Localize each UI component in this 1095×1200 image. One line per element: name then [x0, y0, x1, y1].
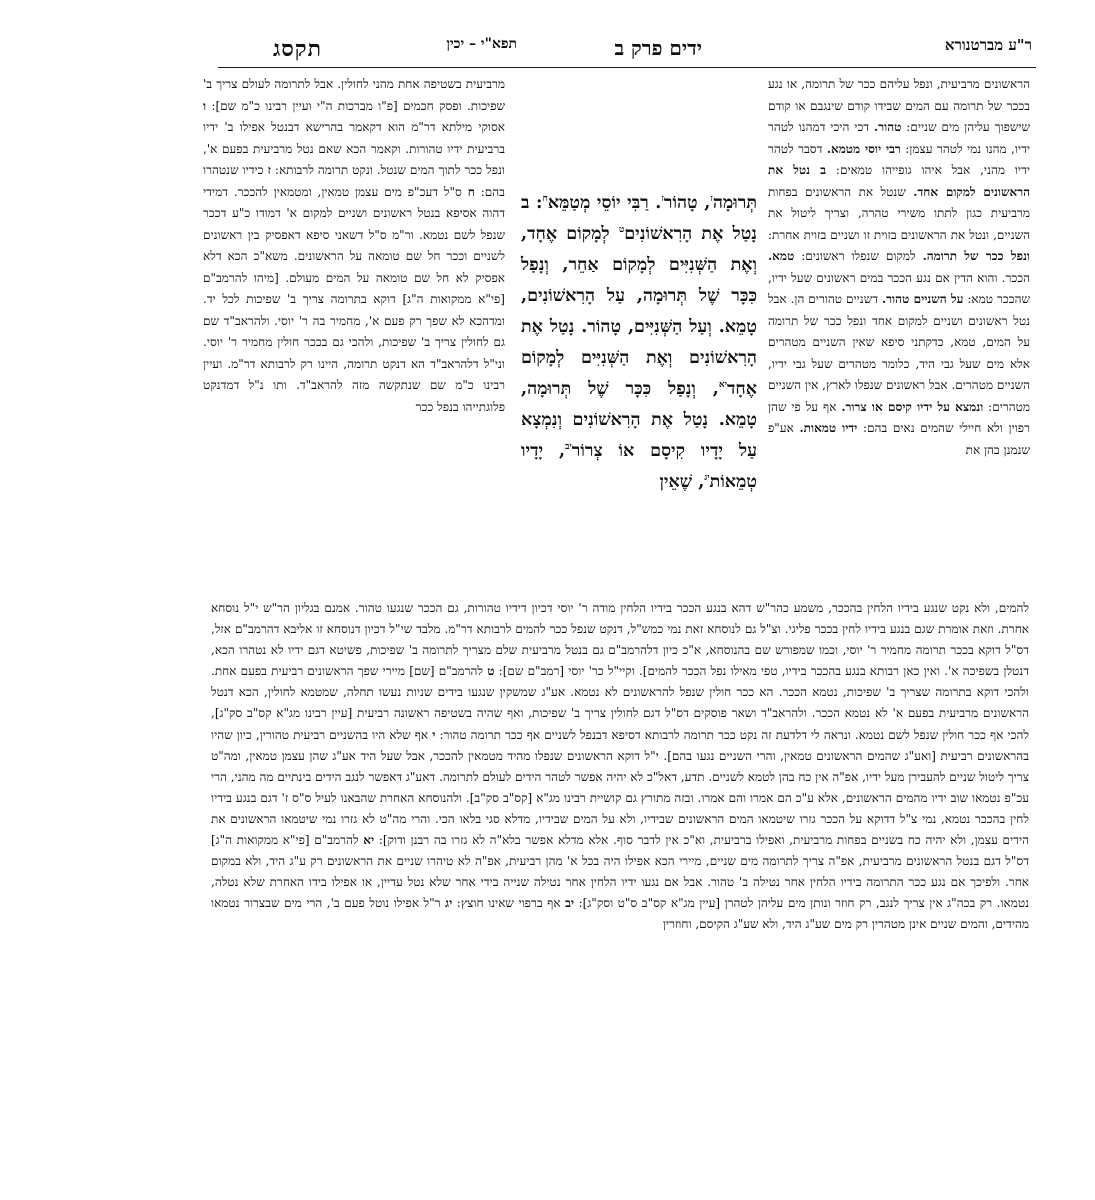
page-number: תקסג	[273, 36, 322, 62]
note-marker: י	[432, 727, 436, 742]
tiferet-text: להמים, ולא נקט שנגע בידיו הלחין בהככר, משמע כהר"ש דהא בנגע הככר בידיו הלחין מודה ר' יוסי דכיון דידיו טהורות, גם הככר שנגעו טהור. אמנם בגליון הר"ש י"ל נוסחא אחרת. וזאת אומרת שגם בנגע בידיו לחין בככר פליגי. וצ"ל גם לנוסחא זאת נמי כמש"ל, דנקט שנפל ככר להמים לרבותא דר"מ. מלבד שי"ל דכיון דנוסחא זו אליבא דהרמב"ם אזל, דס"ל דוקא בככר תרומה מחמיר ר' יוסי, וכמו שמפורש שם בהנוסחא, א"כ כיון דלהרמב"ם גם בנטל מרביעית שלם מצריך לתרומה ב' שפיכות, פשיטא דגם ידיו לא נטהרו הכא, דנטלן בשפיכה א'. ואין כאן רבותא בנגע בהככר בידיו, טפי מאילו נפל הככר להמים]. וקיי"ל כר' יוסי [רמב"ם שם]:	[211, 601, 1029, 679]
mishnah-column	[521, 188, 757, 498]
bartenura-text: הראשונים מרביעית, ונפל עליהם ככר של תרומה, או נגע בככר של תרומה עם המים שבידו קודם שינגבם או קודם שישפוך עליהן מים שניים:	[768, 77, 1030, 134]
mishnah-letter: ב	[521, 193, 530, 213]
mishnah-text: , טָהוֹר	[663, 193, 711, 213]
note-marker: ו	[203, 98, 207, 113]
mishnah-text: . רַבִּי יוֹסֵי מְטַמֵּא	[547, 193, 662, 213]
bartenura-text: דשניים טהורים הן. אבל נטל ראשונים ושניים למקום אחד ונפל ככר של תרומה על המים, טמא, כדקתני סיפא שאין השניים מטהרים אלא מים שעל גבי היד, כלומר מטהרים שעל גבי ידיו, השניים מטהרים. אבל ראשונים שנפלו לארץ, אין השניים מטהרים:	[768, 292, 1030, 414]
bartenura-column	[768, 74, 1030, 461]
tiferet-text: אף ברפוי שאינו חוצץ:	[456, 896, 561, 911]
footnote-marker: ח	[542, 194, 548, 205]
bartenura-dibur: על השניים טהור.	[881, 292, 964, 306]
mishnah-text: לְמָקוֹם אֶחָד, וְאֶת הַשְּׁנִיִּים לְמָקוֹם אַחֵר, וְנָפַל כִּכָּר שֶׁל תְּרוּמָה, עַל הָרִאשׁוֹנִים, טָמֵא. וְעַל הַשְּׁנִיִּים, טָהוֹר. נָטַל אֶת הָרִאשׁוֹנִים וְאֶת הַשְּׁנִיִּים לְמָקוֹם אֶחָד	[521, 224, 757, 399]
note-marker: יב	[565, 896, 575, 911]
tractate-chapter-title: ידים פרק ב	[614, 36, 702, 60]
bartenura-dibur: ונמצא על ידיו קיסם או צרור.	[841, 399, 984, 414]
commentary-title: ר"ע מברטנורא	[944, 36, 1032, 54]
mishnah-text: נָטַל אֶת הָרִאשׁוֹנִים	[624, 224, 757, 244]
bartenura-dibur: טהור.	[874, 120, 902, 134]
bartenura-text: הככר. והוא הדין אם נגע הככר במים ראשונים שעל ידיו, שהככר טמא:	[768, 270, 1030, 306]
bartenura-text: למקום שנפלו ראשונים:	[801, 249, 916, 263]
footnote-marker: ז	[710, 194, 713, 205]
bartenura-dibur: ונפל ככר של תרומה.	[922, 249, 1030, 263]
footnote-marker: יא	[718, 380, 727, 391]
tiferet-continuation	[211, 598, 1029, 936]
footnote-marker: ט	[618, 225, 625, 236]
bartenura-text: דכי היכי דמהנו לטהר ידיו, מהנו נמי לטהר עצמן:	[768, 120, 1030, 156]
bartenura-dibur: טמא.	[768, 249, 795, 263]
bartenura-dibur: ידיו טמאות.	[799, 421, 858, 435]
tiferet-text: להרמב"ם [שם] מיירי שפך הראשונים רביעית בפעם אחת. ולהכי דוקא בתרומה שצריך ב' שפיכות, נטמא הככר. הא ככר חולין שנפל להראשונים לא נטמא. אע"ג שמשקין שנגעו בידים שניות נעשו תחלה, שמטמא לחולין, הכא דנטל הראשונים מרביעית בפעם א' לא נטמא הככר. ולהראב"ד ושאר פוסקים דס"ל דגם לחולין צריך ב' שפיכות, ואף שהיה בשטיפה ראשונה רביעית [עיין רבינו מג"א קס"ב סק"ג], להכי אף ככר חולין שנפל לשם נטמא. ונראה לי דלדעת זה נקט ככר תרומה לרבותא דסיפא דבנפל לשניים אף ככר תרומה טהור:	[211, 664, 1029, 742]
tiferet-text: אסוקי מילתא דר"מ הוא דקאמר בהרישא דבנטל אפילו ב' ידיו ברביעית ידיו טהורות. וקאמר הכא שאם נטל מרביעית בפעם א', ונפל ככר לתוך המים שנטל. ונקט תרומה לרבותא:	[203, 120, 505, 177]
mishnah-text: :	[536, 193, 543, 213]
tiferet-text: מרביעית בשטיפה אחת מהני לחולין. אבל לתרומה לעולם צריך ב' שפיכות. ופסק חכמים [פ"ו מברכות ה"י ועיין רבינו כ"מ שם]:	[203, 77, 505, 113]
bartenura-text: דסבר לטהר ידיו מהני, אבל איהו גופייהו טמאים:	[768, 141, 1030, 177]
bartenura-text: אע"פ שנמנן בהן את	[768, 421, 1030, 457]
bartenura-text: אף על פי שהן רפוין ולא חיילי שהמים נאים בהם:	[768, 399, 1030, 435]
note-marker: ט	[487, 664, 495, 679]
note-marker: ז	[267, 163, 271, 177]
note-marker: יא	[363, 833, 375, 848]
mishnah-text: , וְנָפַל כִּכָּר שֶׁל תְּרוּמָה, טָמֵא. נָטַל אֶת הָרִאשׁוֹנִים וְנִמְצָא עַל יָדָיו קִיסָם אוֹ צְרוֹר	[521, 379, 757, 461]
tiferet-text: ר"ל אפילו נוטל פעם ב', הרי מים שבצרור נטמאו מהידים, והמים שניים אינן מטהרין רק מים שע"ג היד, ולא שע"ג הקיסם, וחוזרין	[211, 896, 1029, 932]
bartenura-dibur: רבי יוסי מטמא.	[826, 141, 901, 156]
tiferet-text: אף שלא היו בהשניים רביעית טהורין, כיון שהיו בהראשונים רביעית [ואע"ג שהמים הראשונים טמאין, והרי השניים נגעו בהם]. י"ל דוקא הראשונים שנפלו מהיד מטמאין להככר, אבל שעל היד אע"ג שהן עצמן טמאין, ומה"ט צריך ליטול שניים להעבירן מעל ידיו, אפ"ה אין כח בהן לטמא לשניים. תדע, דאל"כ לא יהיה אפשר לטהר הידים לעולם לתרומה. דאע"ג דאפשר לנגב הידים בינתיים מה מהני, הרי עכ"פ נטמאו שוב ידיו מהמים הראשונים, אלא ע"כ הם אמרו והם אמרו. ובזה מתורץ גם קושיית רבינו מג"א [קס"ב סק"ב]. ולהנוסחא האחרת שהבאנו לעיל ס"ס ז' דגם בנגע בידיו לחין בהככר נטמא, נמי צ"ל דדוקא על הככר גזרו שיטמאו המים הראשונים שבידיו, ולא על המים שבידיו, מדלא סגי בלאו הכי. והרי מה"ט לא גזרו נמי שיטמאו הראשונים את הידים עצמן, ולא יהיה כח בשניים בפחות מרביעית, ואפילו ברביעית, וא"כ אין לדבר סוף. אלא מדלא אפשר בלא"ה לא גזרו בה רבנן ודוק]:	[211, 727, 1029, 848]
tiferet-column	[203, 74, 505, 418]
header-rule	[218, 67, 1036, 68]
tiferet-text: להרמב"ם [פי"א ממקואות ה"ג] דס"ל דגם בנטל הראשונים מרביעית, אפ"ה צריך לתרומה מים שניים, מיירי הכא אפילו היה בכל א' מהן רביעית, אפ"ה לא טיהרו שניים את הראשונים רק ע"ג היד, ולא במקום אחר. ולפיכך אם נגע ככר התרומה בידיו הלחין אחר נטילה ב' טהור. אבל אם נגעו ידיו הלחין אחר נטילה שנייה בידי אחר שלא נטל עדיין, או אפילו בידו האחרת שלא נטלה, נטמאו. רק בכה"ג אין צריך לנגב, רק חוזר ונותן מים עליהן לטהרן [עיין מג"א קס"ב ס"ט וסק"ג]:	[211, 833, 1029, 911]
tiferet-text: ס"ל דעכ"פ מים עצמן טמאין, ומטמאין להככר. דמידי דהוה אסיפא בנטל ראשונים ושניים למקום א' דמודו כ"ע דככר שנפל לשם נטמא. ור"מ ס"ל דשאני סיפא דאפסיק בין ראשונים לשניים וככר חל שם טומאה על הראשונים. משא"כ הכא דלא אפסיק לא חל שם טומאה על המים מעולם. [מיהו להרמב"ם [פי"א ממקואות ה"ג] דוקא בתרומה צריך ב' שפיכות לכל יד. ומדהכא לא שפך רק פעם א', מחמיר בה ר' יוסי. ולהראב"ד שם גם לחולין צריך ב' שפיכות, ולהכי גם בככר חולין מחמיר ר' יוסי. וני"ל דלהראב"ד הא דנקט תרומה, היינו רק לרבותא דר"מ. ועיין רבינו כ"מ שם שנתקשה מזה להראב"ד. ותו נ"ל דמדנקט פלוגתייהו בנפל ככר	[203, 184, 505, 414]
footnote-marker: ז	[661, 194, 664, 205]
bartenura-dibur: ב נטל את הראשונים למקום אחד.	[768, 163, 1030, 199]
bartenura-text: שנטל את הראשונים בפחות מרביעית כגון לתתו משירי טהרה, וצריך ליטול את השניים, ונטל את הראשונים בזוית זו ושניים בזוית אחרת:	[768, 184, 1030, 242]
tiferet-text: כידיו שנטהרו בהם:	[203, 163, 505, 199]
mishnah-text: תְּרוּמָה	[712, 193, 757, 213]
note-marker: יג	[445, 896, 453, 911]
footnote-marker: יב	[565, 442, 572, 453]
footnote-marker: יג	[704, 473, 710, 484]
mishnah-text: , שֶׁאֵין	[659, 472, 705, 492]
note-marker: ח	[467, 184, 475, 199]
siman-range: תפא"י – יכין	[446, 36, 517, 52]
mishnah-text: , יָדָיו טְמֵאוֹת	[521, 441, 757, 492]
running-header	[222, 36, 1032, 64]
